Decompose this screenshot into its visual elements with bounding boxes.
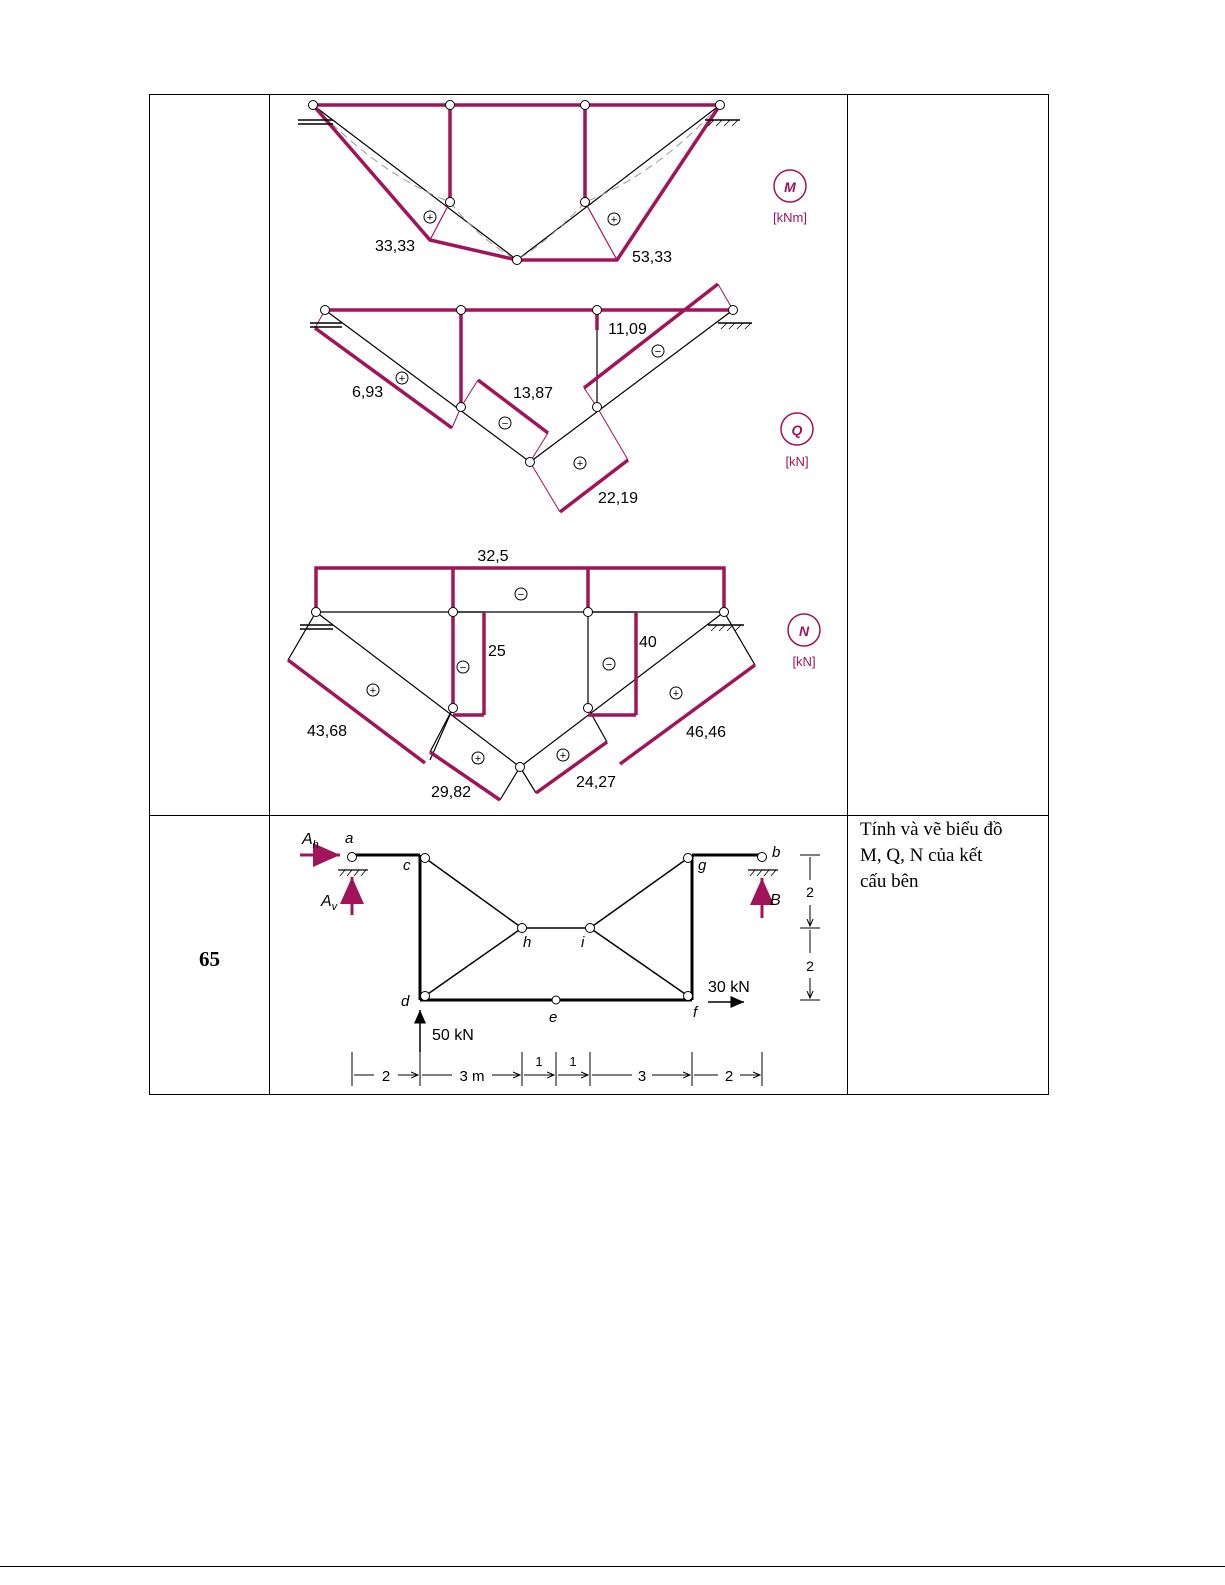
node-e: e xyxy=(549,1009,558,1026)
load-50kN: 50 kN xyxy=(432,1027,474,1044)
dim-h-4: 1 xyxy=(569,1054,577,1069)
structure-diagram xyxy=(300,830,820,1086)
shear-unit: [kN] xyxy=(785,454,809,469)
node-b: b xyxy=(772,844,781,861)
normal-symbol xyxy=(788,614,820,646)
normal-value-left: 43,68 xyxy=(307,723,348,740)
normal-sign-1 xyxy=(515,588,527,601)
svg-text:+: + xyxy=(610,214,618,226)
normal-force-diagram xyxy=(288,548,820,801)
normal-value-25: 25 xyxy=(488,643,506,660)
svg-text:+: + xyxy=(474,753,482,765)
task-line-3: cấu bên xyxy=(860,871,919,892)
svg-text:+: + xyxy=(559,750,567,762)
dim-h-6: 2 xyxy=(724,1068,734,1085)
shear-symbol xyxy=(781,413,813,445)
node-d: d xyxy=(401,993,410,1010)
svg-text:+: + xyxy=(426,212,434,224)
svg-text:M: M xyxy=(784,179,796,195)
node-g: g xyxy=(698,857,707,874)
normal-sign-5 xyxy=(472,752,484,765)
normal-value-right: 46,46 xyxy=(686,724,727,741)
svg-text:−: − xyxy=(605,659,613,671)
task-line-1: Tính và vẽ biểu đồ xyxy=(860,819,1003,840)
moment-diagram xyxy=(298,101,807,267)
reaction-Ah-label: $A_h$ xyxy=(302,831,319,851)
shear-value-4: 22,19 xyxy=(598,490,639,507)
shear-sign-2 xyxy=(499,417,511,430)
dim-v-2: 2 xyxy=(806,958,814,974)
shear-sign-3 xyxy=(652,345,664,358)
normal-unit: [kN] xyxy=(792,654,816,669)
shear-sign-4 xyxy=(574,457,586,470)
svg-text:+: + xyxy=(576,458,584,470)
moment-unit: [kNm] xyxy=(773,210,807,225)
svg-text:N: N xyxy=(798,623,810,639)
svg-text:−: − xyxy=(501,418,509,430)
dim-v-1: 2 xyxy=(806,884,814,900)
svg-text:+: + xyxy=(672,688,680,700)
node-a: a xyxy=(345,830,354,847)
moment-sign-1 xyxy=(424,211,436,224)
node-f: f xyxy=(693,1004,698,1021)
task-line-2: M, Q, N của kết xyxy=(860,845,983,866)
moment-value-right: 53,33 xyxy=(632,249,673,266)
moment-symbol xyxy=(774,170,806,202)
node-i: i xyxy=(581,934,585,951)
shear-value-1: 6,93 xyxy=(352,384,384,401)
shear-value-3: 11,09 xyxy=(608,321,647,338)
normal-sign-6 xyxy=(557,749,569,762)
normal-sign-4 xyxy=(367,684,379,697)
dim-h-5: 3 xyxy=(637,1068,647,1085)
svg-text:−: − xyxy=(459,662,467,674)
shear-sign-1 xyxy=(396,372,408,385)
svg-text:+: + xyxy=(398,373,406,385)
shear-value-2: 13,87 xyxy=(513,385,554,402)
reaction-B-label: B xyxy=(770,892,781,909)
normal-sign-2 xyxy=(457,661,469,674)
page-footer-rule xyxy=(0,1566,1225,1567)
moment-sign-2 xyxy=(608,213,620,226)
dim-h-3: 1 xyxy=(535,1054,543,1069)
shear-diagram xyxy=(310,284,813,512)
svg-text:Q: Q xyxy=(791,422,803,438)
svg-text:−: − xyxy=(654,346,662,358)
moment-value-left: 33,33 xyxy=(375,238,416,255)
svg-text:+: + xyxy=(369,685,377,697)
problem-number: 65 xyxy=(199,947,220,971)
normal-sign-7 xyxy=(670,687,682,700)
reaction-Av-label: $A_v$ xyxy=(321,893,338,913)
normal-sign-3 xyxy=(603,658,615,671)
normal-value-top: 32,5 xyxy=(477,548,509,565)
load-30kN: 30 kN xyxy=(708,979,750,996)
dim-h-1: 2 xyxy=(381,1068,391,1085)
normal-value-bottom-left: 29,82 xyxy=(431,784,472,801)
node-h: h xyxy=(523,934,532,951)
normal-value-bottom-right: 24,27 xyxy=(576,774,617,791)
normal-value-40: 40 xyxy=(639,634,657,651)
node-c: c xyxy=(403,857,411,874)
svg-text:−: − xyxy=(517,589,525,601)
dim-h-2: 3 m xyxy=(459,1068,485,1085)
